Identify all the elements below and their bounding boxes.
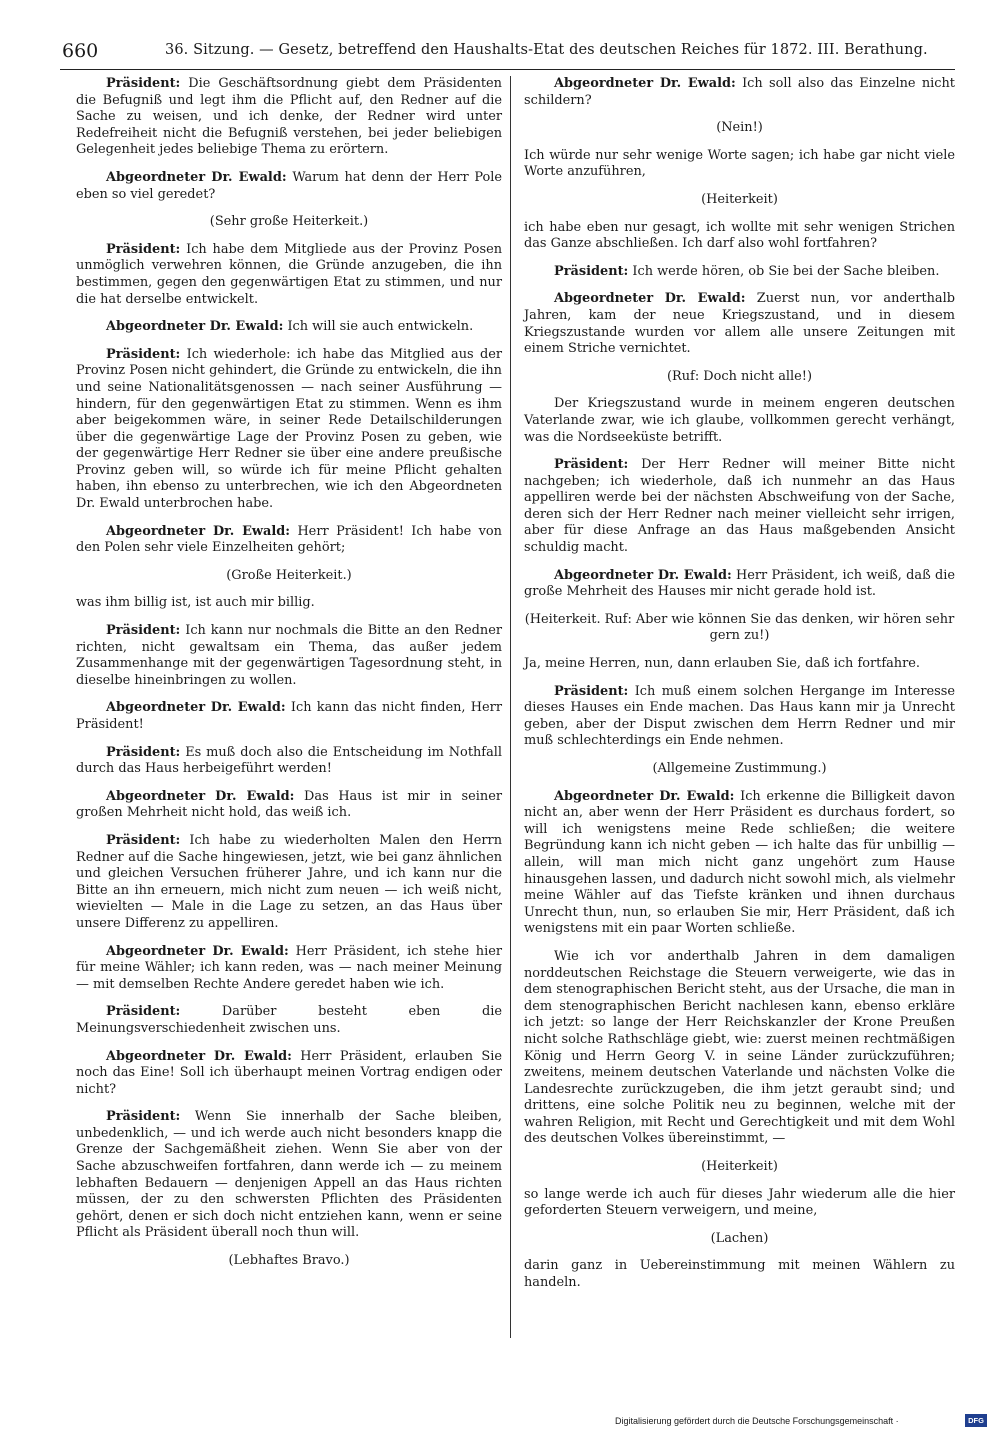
speech-paragraph — [76, 745, 502, 778]
speech-text: Das Haus ist mir in seiner großen Mehrheit nicht hold, das weiß ich. — [76, 788, 502, 821]
stage-direction — [76, 214, 502, 231]
text-paragraph — [524, 148, 955, 181]
speaker-name: Präsident: — [106, 76, 181, 91]
text-paragraph — [524, 220, 955, 253]
speech-paragraph — [76, 319, 502, 336]
right-column — [524, 76, 955, 1303]
speech-text: Ich erkenne die Billigkeit davon nicht an, aber wenn der Herr Präsident es durchaus fordert, so will ich wenigstens meine Rede schließen; die weitere Begründung kann ich nicht geben — ich halte das für unbillig — allein, will man mich nicht ganz ungehört zum Hause hinausgehen lassen, und dadurch nicht sowohl mich, als vielmehr meine Wähler auf das Tiefste kränken und ihnen durchaus Unrecht thun, nun, so erlauben Sie mir, Herr Präsident, daß ich wenigstens mit ein paar Worten schließe. — [524, 788, 955, 937]
speech-paragraph — [76, 833, 502, 933]
speech-text: Darüber besteht eben die Meinungsverschiedenheit zwischen uns. — [76, 1004, 502, 1036]
speaker-name: Präsident: — [106, 744, 181, 760]
speaker-name: Präsident: — [106, 241, 181, 257]
speech-text: Ich soll also das Einzelne nicht schildern? — [524, 76, 955, 108]
text-paragraph — [524, 656, 955, 673]
running-title: 36. Sitzung. — Gesetz, betreffend den Haushalts-Etat des deutschen Reiches für 1872. III. Berathung. — [165, 42, 928, 58]
text-paragraph — [524, 949, 955, 1148]
page-number: 660 — [62, 40, 99, 62]
speech-paragraph — [76, 170, 502, 203]
speaker-name: Abgeordneter Dr. Ewald: — [106, 1048, 292, 1064]
speech-text: Ich muß einem solchen Hergange im Interesse dieses Hauses ein Ende machen. Das Haus kann mir ja Unrecht geben, aber der Disput zwischen dem Herrn Redner und mir muß schlechterdings ein Ende nehmen. — [524, 683, 955, 749]
speech-paragraph — [524, 76, 955, 109]
text-paragraph — [524, 1258, 955, 1291]
speech-text: Herr Präsident, erlauben Sie noch das Eine! Soll ich überhaupt meinen Vortrag endigen oder nicht? — [76, 1048, 502, 1097]
stage-direction — [524, 369, 955, 386]
speech-text: Ich habe dem Mitgliede aus der Provinz Posen unmöglich verwehren können, die Gründe anzugeben, die ihn bestimmen, gegen den gegenwärtigen Etat zu stimmen, und nur die hat derselbe entwickelt. — [76, 241, 502, 307]
speaker-name: Abgeordneter Dr. Ewald: — [554, 788, 735, 804]
speech-paragraph — [76, 944, 502, 994]
paragraph-text: Der Kriegszustand wurde in meinem engeren deutschen Vaterlande zwar, wie ich glaube, vollkommen gerecht verhängt, was die Nordseeküste betrifft. — [524, 396, 955, 445]
speech-text: Warum hat denn der Herr Pole eben so viel geredet? — [76, 169, 502, 202]
speech-text: Der Herr Redner will meiner Bitte nicht nachgeben; ich wiederhole, daß ich nunmehr an das Haus appelliren werde bei der nächsten Abschweifung von der Sache, deren sich der Herr Redner nach meiner vielleicht sehr irrigen, aber für diese Anfrage an das Haus maßgebenden Ansicht schuldig macht. — [524, 457, 955, 556]
paragraph-text: ich habe eben nur gesagt, ich wollte mit sehr wenigen Strichen das Ganze abschließen. Ich darf also wohl fortfahren? — [524, 219, 955, 252]
stage-direction — [524, 192, 955, 209]
speech-text: Die Geschäftsordnung giebt dem Präsidenten die Befugniß und legt ihm die Pflicht auf, den Redner auf die Sache zu weisen, und ich denke, der Redner wird unter Redefreiheit nicht die Befugniß verstehen, bei jeder beliebigen Gelegenheit jedes beliebige Thema zu erörtern. — [76, 76, 502, 158]
stage-direction — [524, 1159, 955, 1176]
speaker-name: Abgeordneter Dr. Ewald: — [554, 76, 736, 91]
paragraph-text: was ihm billig ist, ist auch mir billig. — [76, 595, 315, 611]
speech-paragraph — [76, 623, 502, 689]
footer-credit: Digitalisierung gefördert durch die Deutsche Forschungsgemeinschaft · — [615, 1416, 899, 1426]
speaker-name: Präsident: — [106, 832, 181, 848]
paragraph-text: so lange werde ich auch für dieses Jahr wiederum alle die hier geforderten Steuern verweigern, und meine, — [524, 1186, 955, 1219]
paragraph-text: Wie ich vor anderthalb Jahren in dem damaligen norddeutschen Reichstage die Steuern verweigerte, wie das in dem stenographischen Bericht steht, aus der Ursache, die man in dem stenographischen Bericht nachlesen kann, ebenso erkläre ich jetzt: so lange der Herr Reichskanzler der Krone Preußen nicht solche Rathschläge giebt, wie: zuerst meinen rechtmäßigen König und Herrn Georg V. in seine Länder zurückzuführen; zweitens, meinem deutschen Vaterlande und nächsten Volke die Landesrechte zurückzugeben, die ihm jetzt geraubt sind; und drittens, eine solche Politik neu zu beginnen, welche mit der wahren Religion, mit Recht und Gerechtigkeit und mit dem Wohl des deutschen Volkes übereinstimmt, — — [524, 948, 955, 1147]
paragraph-text: Ja, meine Herren, nun, dann erlauben Sie, daß ich fortfahre. — [524, 656, 920, 672]
paragraph-text: darin ganz in Uebereinstimmung mit meinen Wählern zu handeln. — [524, 1258, 955, 1291]
speech-paragraph — [76, 700, 502, 733]
speaker-name: Abgeordneter Dr. Ewald: — [554, 291, 746, 307]
speaker-name: Präsident: — [106, 1004, 181, 1020]
speaker-name: Abgeordneter Dr. Ewald: — [554, 567, 732, 583]
stage-direction-text: (Sehr große Heiterkeit.) — [209, 214, 369, 230]
speaker-name: Präsident: — [554, 683, 629, 699]
speech-text: Es muß doch also die Entscheidung im Nothfall durch das Haus herbeigeführt werden! — [76, 744, 502, 777]
stage-direction — [76, 568, 502, 585]
stage-direction-text: (Nein!) — [716, 120, 763, 136]
speech-text: Ich kann das nicht finden, Herr Präsident! — [76, 700, 502, 732]
speech-text: Herr Präsident! Ich habe von den Polen sehr viele Einzelheiten gehört; — [76, 523, 502, 556]
paragraph-text: Ich würde nur sehr wenige Worte sagen; ich habe gar nicht viele Worte anzuführen, — [524, 147, 955, 180]
left-column — [76, 76, 502, 1281]
speech-paragraph — [524, 684, 955, 750]
stage-direction-text: (Ruf: Doch nicht alle!) — [667, 368, 812, 384]
speech-text: Zuerst nun, vor anderthalb Jahren, kam der neue Kriegszustand, und in diesem Kriegszustande wurden vor allem alle unsere Zeitungen mit einem Striche vernichtet. — [524, 291, 955, 357]
speech-text: Ich werde hören, ob Sie bei der Sache bleiben. — [628, 263, 940, 279]
speech-paragraph — [76, 1109, 502, 1242]
speaker-name: Präsident: — [106, 1109, 181, 1125]
stage-direction-text: (Große Heiterkeit.) — [226, 567, 352, 583]
speech-paragraph — [76, 76, 502, 159]
stage-direction — [524, 761, 955, 778]
speech-paragraph — [524, 291, 955, 357]
header-rule — [60, 69, 955, 70]
stage-direction-text: (Lebhaftes Bravo.) — [228, 1253, 350, 1269]
text-paragraph — [76, 595, 502, 612]
speech-text: Ich kann nur nochmals die Bitte an den Redner richten, nicht gewaltsam ein Thema, das außer jedem Zusammenhange mit der gegenwärtigen Tagesordnung steht, in dieselbe hineinbringen zu wollen. — [76, 623, 502, 688]
speech-paragraph — [76, 1049, 502, 1099]
speech-text: Wenn Sie innerhalb der Sache bleiben, unbedenklich, — und ich werde auch nicht besonders knapp die Grenze der Sachgemäßheit ziehen. Wenn Sie aber von der Sache abzuschweifen fortfahren, dann werde ich — zu meinem lebhaften Bedauern — denjenigen Appell an das Haus richten müssen, der zu den schwersten Pflichten des Präsidenten gehört, denen er sich doch nicht entziehen kann, wenn er seine Pflicht als Präsident überall noch thun will. — [76, 1109, 502, 1241]
speaker-name: Abgeordneter Dr. Ewald: — [106, 169, 287, 185]
speech-paragraph — [76, 1004, 502, 1037]
stage-direction — [524, 1231, 955, 1248]
speech-text: Herr Präsident, ich weiß, daß die große Mehrheit des Hauses mir nicht gerade hold ist. — [524, 567, 955, 600]
speaker-name: Präsident: — [554, 457, 629, 473]
stage-direction — [76, 1253, 502, 1270]
speech-paragraph — [76, 789, 502, 822]
stage-direction-text: (Heiterkeit) — [701, 1159, 778, 1175]
speaker-name: Abgeordneter Dr. Ewald: — [106, 943, 289, 959]
speaker-name: Abgeordneter Dr. Ewald: — [106, 319, 284, 335]
stage-direction-text: (Lachen) — [710, 1230, 769, 1246]
speaker-name: Abgeordneter Dr. Ewald: — [106, 523, 291, 539]
speech-paragraph — [524, 264, 955, 281]
speech-paragraph — [524, 568, 955, 601]
speech-text: Ich habe zu wiederholten Malen den Herrn Redner auf die Sache hingewiesen, jetzt, wie bei ganz ähnlichen und gleichen Versuchen früherer Jahre, und ich kann nur die Bitte an ihn erneuern, mich nicht zum neuen — ich weiß nicht, wievielten — Male in die Lage zu setzen, an das Haus über unsere Differenz zu appelliren. — [76, 832, 502, 931]
speech-paragraph — [76, 524, 502, 557]
speaker-name: Präsident: — [554, 263, 629, 279]
text-paragraph — [524, 396, 955, 446]
speaker-name: Abgeordneter Dr. Ewald: — [106, 788, 295, 804]
speech-paragraph — [524, 457, 955, 557]
speaker-name: Präsident: — [106, 346, 181, 362]
speech-text: Herr Präsident, ich stehe hier für meine Wähler; ich kann reden, was — nach meiner Meinung — mit demselben Rechte Andere geredet haben wie ich. — [76, 943, 502, 992]
stage-direction-text: (Heiterkeit) — [701, 191, 778, 207]
speaker-name: Abgeordneter Dr. Ewald: — [106, 700, 286, 716]
speech-paragraph — [76, 242, 502, 308]
text-paragraph — [524, 1187, 955, 1220]
speech-text: Ich will sie auch entwickeln. — [283, 319, 474, 335]
speech-paragraph — [76, 347, 502, 513]
speaker-name: Präsident: — [106, 623, 181, 639]
dfg-logo: DFG — [965, 1414, 987, 1427]
stage-direction — [524, 612, 955, 645]
stage-direction-text: (Heiterkeit. Ruf: Aber wie können Sie das denken, wir hören sehr gern zu!) — [524, 611, 955, 644]
speech-text: Ich wiederhole: ich habe das Mitglied aus der Provinz Posen nicht gehindert, die Gründe zu entwickeln, die ihn und seine Nationalitätsgenossen — nach seiner Ausführung — hindern, für den gegenwärtigen Etat zu stimmen. Wenn es ihm aber beigekommen wäre, in seiner Rede Detailschilderungen über die gegenwärtige Lage der Provinz Posen zu geben, wie der gegenwärtige Herr Redner sie über eine andere preußische Provinz geben will, so würde ich für meine Pflicht gehalten haben, ihn ebenso zu unterbrechen, wie ich den Abgeordneten Dr. Ewald unterbrochen habe. — [76, 346, 502, 512]
stage-direction — [524, 120, 955, 137]
speech-paragraph — [524, 789, 955, 938]
stage-direction-text: (Allgemeine Zustimmung.) — [652, 761, 827, 776]
column-divider — [510, 76, 511, 1338]
